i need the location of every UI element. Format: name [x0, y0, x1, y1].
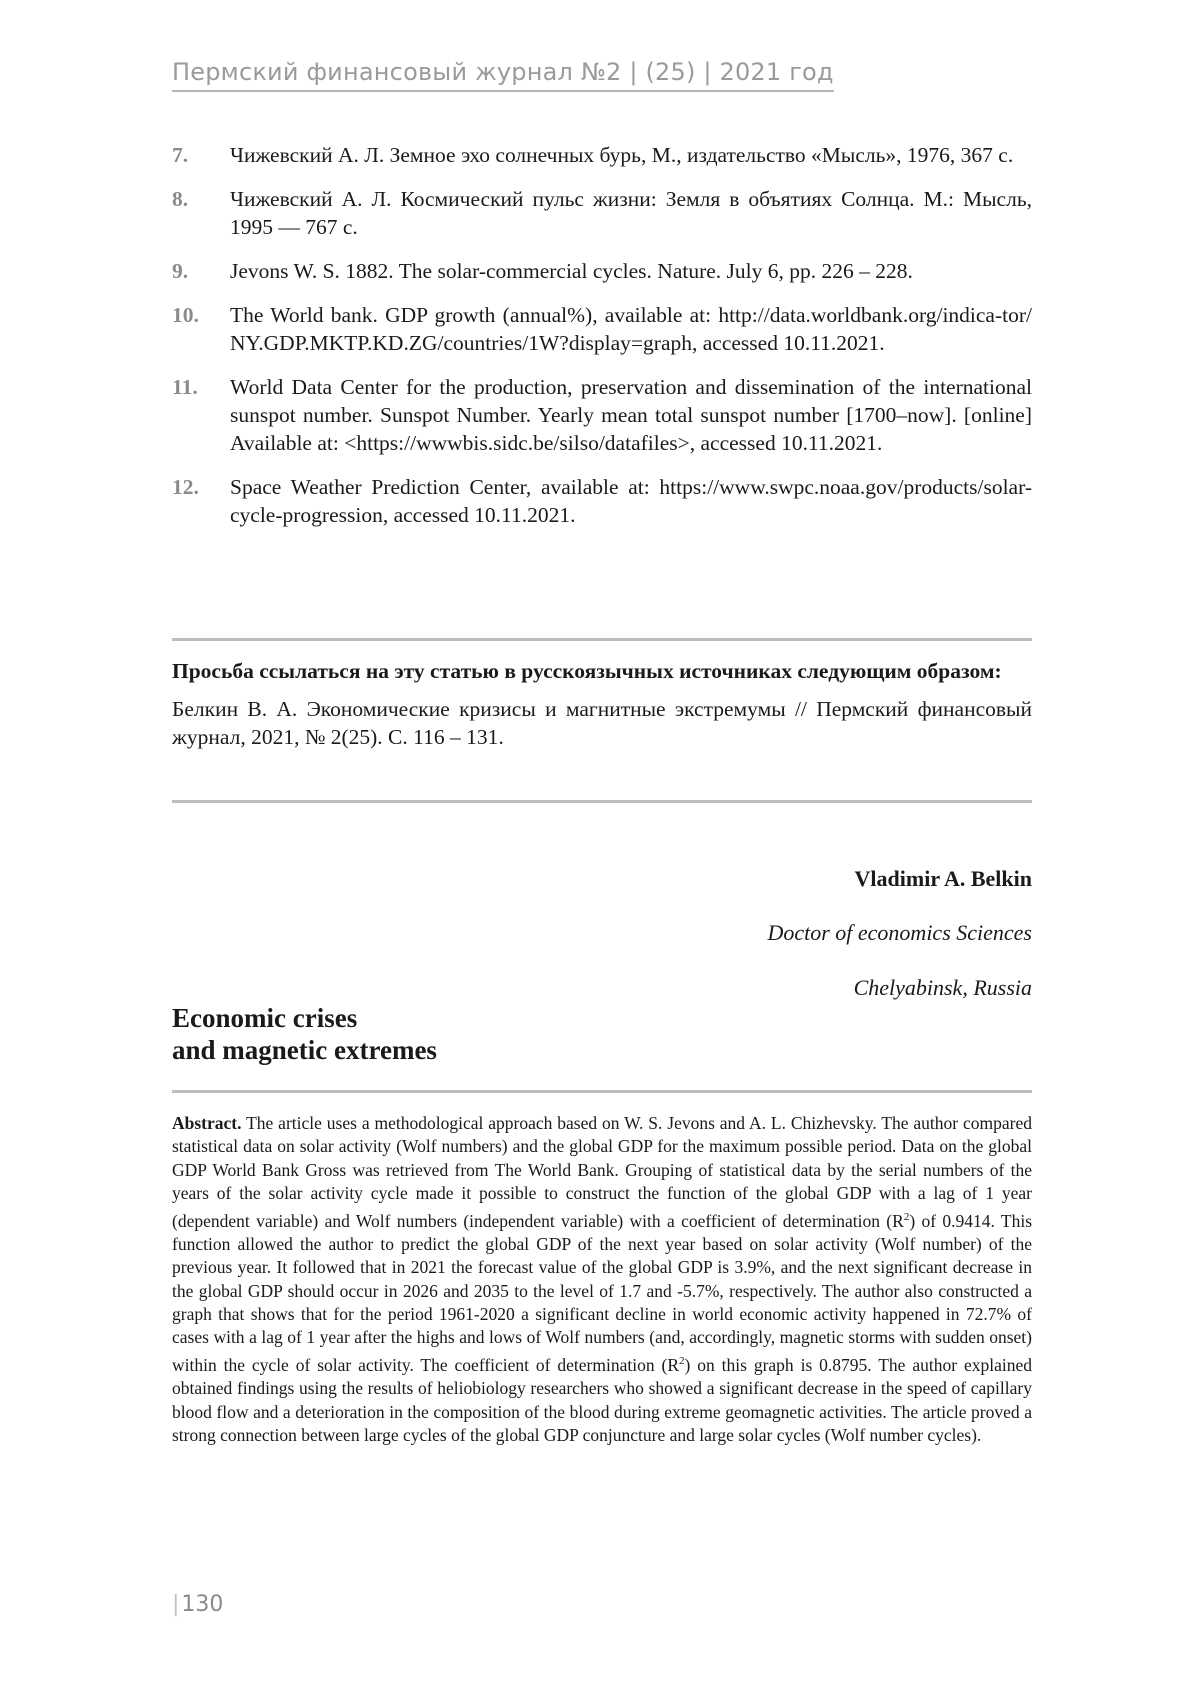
reference-number: 12. [172, 475, 199, 499]
abstract [172, 1112, 1032, 1447]
reference-item [172, 473, 1032, 529]
reference-item [172, 301, 1032, 357]
citation-heading: Просьба ссылаться на эту статью в русскоязычных источниках следующим образом: [172, 659, 1002, 683]
citation-text: Белкин В. А. Экономические кризисы и магнитные экстремумы // Пермский финансовый журнал, 2021, № 2(25). С. 116 – 131. [172, 697, 1032, 749]
reference-list [172, 141, 1032, 545]
reference-item [172, 257, 1032, 285]
abstract-text: ) on this graph is 0.8795. The author explained obtained findings using the results of heliobiology researchers who showed a significant decrease in the speed of capillary blood flow and a deterioration in the composition of the blood during extreme geomagnetic activities. The article proved a strong connection between large cycles of the global GDP conjuncture and large solar cycles (Wolf number cycles). [172, 1354, 1032, 1445]
reference-number: 9. [172, 259, 189, 283]
reference-text: Space Weather Prediction Center, available at: https://www.swpc.noaa.gov/products/solar-cycle-progression, accessed 10.11.2021. [230, 475, 1032, 527]
abstract-text: ) of 0.9414. This function allowed the author to predict the global GDP of the next year based on solar activity (Wolf number) of the previous year. It followed that in 2021 the forecast value of the global GDP is 3.9%, and the next significant decrease in the global GDP should occur in 2026 and 2035 to the level of 1.7 and -5.7%, respectively. The author also constructed a graph that shows that for the period 1961-2020 a significant decline in world economic activity happened in 72.7% of cases with a lag of 1 year after the highs and lows of Wolf numbers (and, accordingly, magnetic storms with sudden onset) within the cycle of solar activity. The coefficient of determination (R [172, 1210, 1032, 1375]
article-title-line: Economic crises [172, 1003, 358, 1033]
reference-number: 8. [172, 187, 189, 211]
page-separator: | [172, 1592, 180, 1617]
reference-number: 11. [172, 375, 198, 399]
reference-text: World Data Center for the production, preservation and dissemination of the international sunspot number. Sunspot Number. Yearly mean total sunspot number [1700–now]. [online] Available at: <https://wwwbis.sidc.be/silso/datafiles>, accessed 10.11.2021. [230, 375, 1032, 455]
reference-text: Чижевский А. Л. Земное эхо солнечных бурь, М., издательство «Мысль», 1976, 367 с. [230, 143, 1014, 167]
reference-text: Jevons W. S. 1882. The solar-commercial cycles. Nature. July 6, pp. 226 – 228. [230, 259, 913, 283]
reference-number: 7. [172, 143, 189, 167]
divider [172, 638, 1032, 641]
page-number [172, 1592, 223, 1617]
reference-item [172, 141, 1032, 169]
abstract-label: Abstract. [172, 1113, 242, 1133]
article-title-line: and magnetic extremes [172, 1035, 437, 1065]
author-name: Vladimir A. Belkin [854, 866, 1032, 891]
author-degree: Doctor of economics Sciences [767, 920, 1032, 945]
superscript: 2 [903, 1210, 910, 1223]
reference-text: The World bank. GDP growth (annual%), available at: http://data.worldbank.org/indica-tor/NY.GDP.MKTP.KD.ZG/countries/1W?display=graph, accessed 10.11.2021. [230, 303, 1032, 355]
journal-header: Пермский финансовый журнал №2 | (25) | 2021 год [172, 58, 834, 92]
article-title [172, 1002, 437, 1066]
divider [172, 800, 1032, 803]
author-location: Chelyabinsk, Russia [853, 975, 1032, 1000]
page-number-value: 130 [181, 1592, 224, 1617]
reference-item [172, 373, 1032, 457]
divider [172, 1090, 1032, 1093]
reference-item [172, 185, 1032, 241]
reference-text: Чижевский А. Л. Космический пульс жизни: Земля в объятиях Солнца. М.: Мысль, 1995 — 767 с. [230, 187, 1032, 239]
abstract-text: The article uses a methodological approach based on W. S. Jevons and A. L. Chizhevsky. The author compared statistical data on solar activity (Wolf numbers) and the global GDP for the maximum possible period. Data on the global GDP World Bank Gross was retrieved from The World Bank. Grouping of statistical data by the serial numbers of the years of the solar activity cycle made it possible to construct the function of the global GDP with a lag of 1 year (dependent variable) and Wolf numbers (independent variable) with a coefficient of determination (R [172, 1113, 1032, 1231]
reference-number: 10. [172, 303, 199, 327]
superscript: 2 [679, 1354, 685, 1367]
citation-block [172, 657, 1032, 751]
